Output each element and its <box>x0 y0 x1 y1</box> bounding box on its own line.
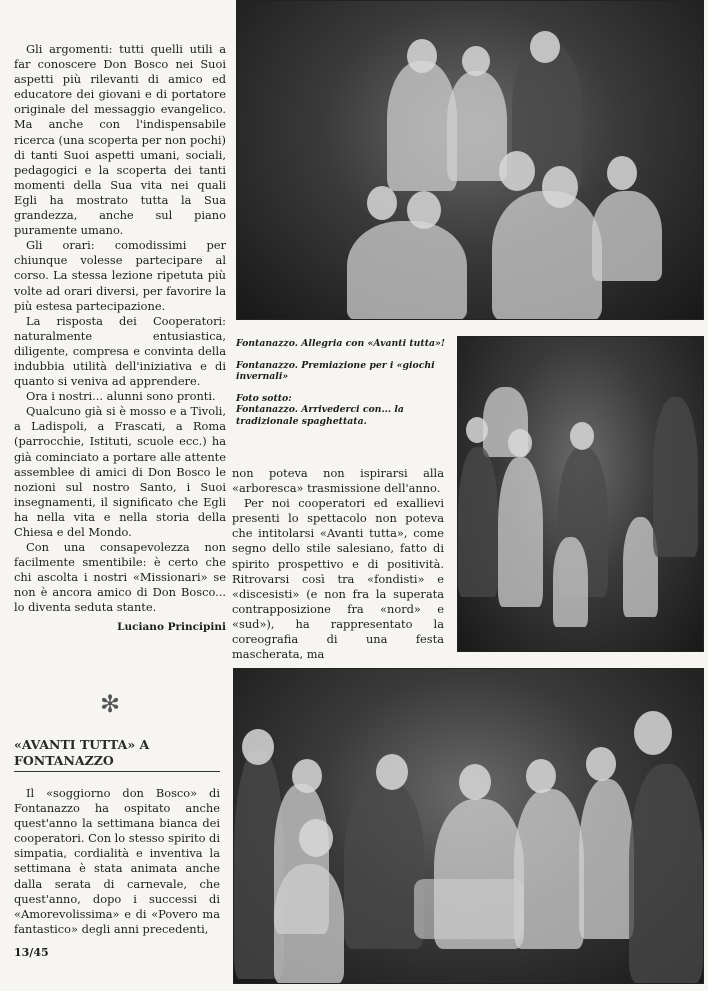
caption: Fontanazzo. Arrivederci con... la tradizionale spaghettata. <box>236 404 404 427</box>
separator-asterisk: ✻ <box>100 690 121 718</box>
paragraph: non poteva non ispirarsi alla «arboresca» trasmissione dell'anno. <box>232 466 444 496</box>
paragraph: Qualcuno già si è mosso e a Tivoli, a Ladispoli, a Frascati, a Roma (parrocchie, Istituti, scuole ecc.) ha già cominciato a portare alle attente assemblee di amici di Don Bosco le nozioni sul nostro Santo, i Suoi insegnamenti, il significato che Egli ha nella vita e nella storia della Chiesa e del Mondo. <box>14 404 226 539</box>
paragraph: La risposta dei Cooperatori: naturalmente entusiastica, diligente, compresa e convinta della indubbia utilità dell'iniziativa e di quanto si veniva ad apprendere. <box>14 313 226 389</box>
paragraph: Per noi cooperatori ed exallievi presenti lo spettacolo non poteva che intitolarsi «Avanti tutta», come segno dello stile salesiano, fatto di spirito prospettivo e di positività. Ritrovarsi così tra «fondisti» e «discesisti» (e non fra la superata contrapposizione fra «nord» e «sud»), ha rappresentato la coreografia di una festa mascherata, ma <box>232 496 444 662</box>
author-signature: Luciano Principini <box>117 620 226 633</box>
paragraph: Gli argomenti: tutti quelli utili a far conoscere Don Bosco nei Suoi aspetti più rilevanti di amico ed educatore dei giovani e di portatore originale del messaggio evangelico. Ma anche con l'indispensabile ricerca (una scoperta per non pochi) di tanti Suoi aspetti umani, sociali, pedagogici e la scoperta dei tanti momenti della Sua vita nei quali Egli ha mostrato tutta la Sua grandezza, anche sul piano puramente umano. <box>14 42 226 238</box>
paragraph: Il «soggiorno don Bosco» di Fontanazzo ha ospitato anche quest'anno la settimana bianca dei cooperatori. Con lo stesso spirito di simpatia, cordialità e inventiva la settimana è stata animata anche dalla serata di carnevale, che quest'anno, dopo i successi di «Amorevolissima» e di «Povero ma fantastico» degli anni precedenti, <box>14 786 220 936</box>
page-number: 13/45 <box>14 946 49 959</box>
caption: Fontanazzo. Premiazione per i «giochi invernali» <box>236 359 435 383</box>
photo-carnival-group <box>236 0 704 320</box>
paragraph: Con una consapevolezza non facilmente smentibile: è certo che chi ascolta i nostri «Missionari» se non è ancora amico di Don Bosco... lo diventa seduta stante. <box>14 540 226 615</box>
photo-prize-giving <box>457 336 704 652</box>
section-title: «AVANTI TUTTA» A FONTANAZZO <box>14 737 220 772</box>
article-column-2 <box>232 466 444 662</box>
paragraph: Ora i nostri... alunni sono pronti. <box>26 389 216 404</box>
article-column-3 <box>14 786 220 937</box>
paragraph: Gli orari: comodissimi per chiunque volesse partecipare al corso. La stessa lezione ripetuta più volte ad orari diversi, per favorire la più estesa partecipazione. <box>14 238 226 313</box>
caption: Fontanazzo. Allegria con «Avanti tutta»! <box>236 338 445 349</box>
article-column-1 <box>14 42 226 635</box>
photo-spaghetti-party <box>233 668 704 984</box>
caption: Foto sotto: <box>236 392 292 404</box>
photo-captions <box>236 338 448 438</box>
